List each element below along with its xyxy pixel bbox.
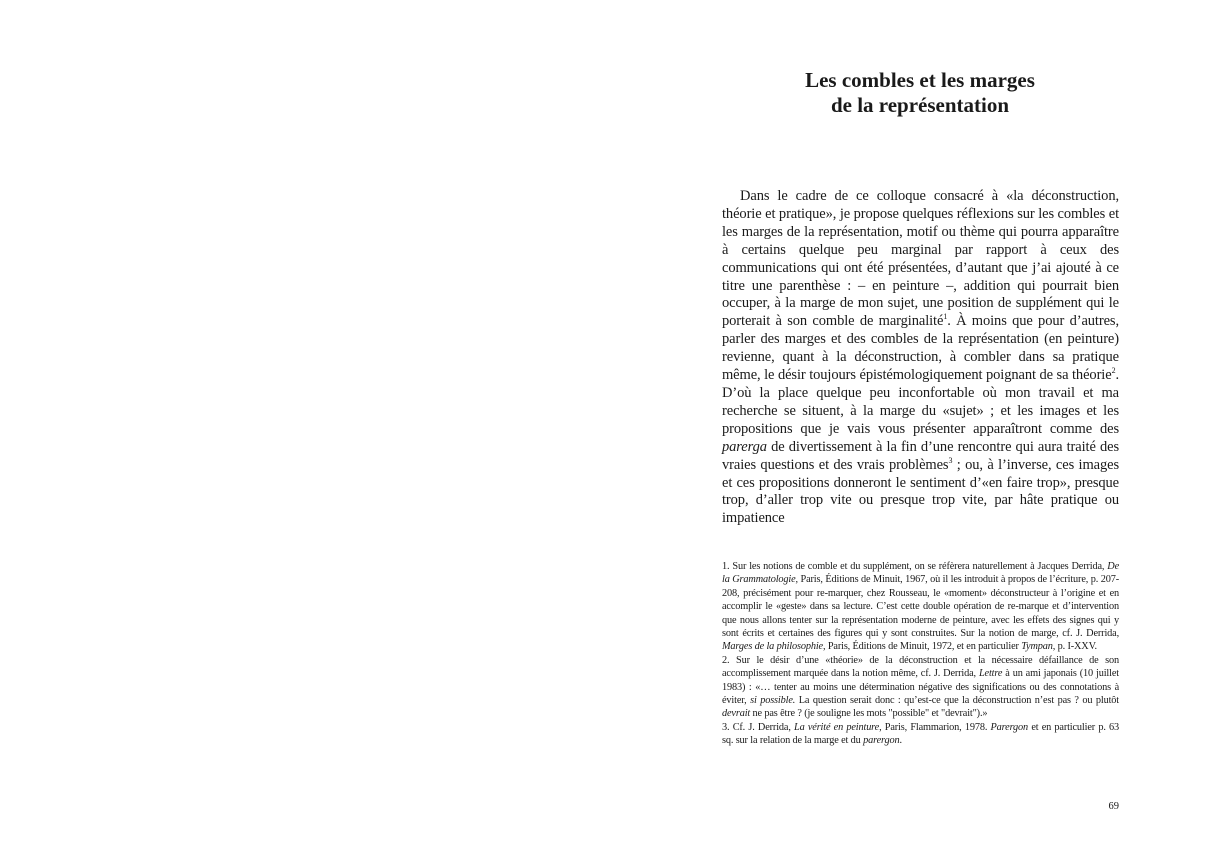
footnote-italic: Lettre: [978, 668, 1003, 680]
footnote-ref-1: 1: [943, 312, 948, 322]
body-text-segment: . D’où la place quelque peu inconfortable où mon travail et ma recherche se situent, à la marge du «sujet» ; et les images et les propositions que je vais vous présenter apparaîtront comme des: [722, 367, 1119, 437]
footnote-text: 3. Cf. J. Derrida,: [722, 721, 795, 733]
footnote-ref-2: 2: [1111, 366, 1116, 376]
footnote-italic: Tympan,: [1021, 641, 1056, 653]
footnote-italic: Marges de la philosophie,: [722, 641, 826, 653]
footnote-text: Paris, Éditions de Minuit, 1972, et en particulier: [825, 641, 1022, 653]
body-paragraph: [722, 188, 1119, 528]
footnote-3: [722, 721, 1119, 748]
chapter-title-line-2: de la représentation: [830, 93, 1010, 117]
footnote-text: La question serait donc : qu’est-ce que la déconstruction n’est pas ? ou plutôt: [795, 695, 1120, 707]
footnote-1: [722, 560, 1119, 654]
chapter-title-line-1: Les combles et les marges: [805, 68, 1035, 92]
footnote-ref-3: 3: [948, 455, 953, 465]
footnote-italic: De la Grammatologie,: [722, 561, 1119, 586]
footnote-italic: La vérité en peinture,: [794, 721, 882, 733]
footnote-text: 1. Sur les notions de comble et du supplément, on se réfèrera naturellement à Jacques Derrida,: [722, 561, 1108, 572]
page-number: 69: [1108, 801, 1119, 812]
footnote-italic: Parergon: [990, 721, 1029, 733]
footnote-text: Paris, Flammarion, 1978.: [881, 721, 991, 733]
footnotes: [722, 560, 1119, 748]
footnote-text: et en particulier p. 63 sq. sur la relation de la marge et du: [722, 721, 1120, 747]
footnote-text: p. I-XXV.: [1055, 641, 1097, 653]
body-text-segment: de divertissement à la fin d’une rencontre qui aura traité des vraies questions et des vrais problèmes: [722, 438, 1119, 473]
footnote-italic: parergon: [863, 735, 900, 747]
footnote-2: [722, 654, 1119, 721]
footnote-italic: si possible.: [750, 695, 796, 707]
footnote-text: ne pas être ? (je souligne les mots "possible" et "devrait").»: [750, 708, 988, 720]
body-text-segment: ; ou, à l’inverse, ces images et ces propositions donneront le sentiment d’«en faire trop», presque trop, d’aller trop vite ou presque trop vite, par hâte pratique ou impatience: [722, 456, 1119, 527]
chapter-title: [720, 68, 1120, 118]
footnote-text: à un ami japonais (10 juillet 1983) : «… tenter au moins une détermination négative des significations ou des connotations à éviter,: [722, 668, 1119, 707]
body-text-segment: . À moins que pour d’autres, parler des marges et des combles de la représentation (en peinture) revienne, quant à la déconstruction, à combler dans sa pratique même, le désir toujours épistémologiquement poignant de sa théorie: [722, 313, 1119, 384]
body-text-segment: Dans le cadre de ce colloque consacré à «la déconstruction, théorie et pratique», je propose quelques réflexions sur les combles et les marges de la représentation, motif ou thème qui pourra apparaître à certains quelque peu marginal par rapport à ceux des communications qui ont été présentées, d’autant que j’ai ajouté à ce titre une parenthèse : – en peinture –, addition qui pourrait bien occuper, à la marge de mon sujet, une position de supplément qui le porterait à son comble de marginalité: [722, 188, 1119, 330]
footnote-text: Paris, Éditions de Minuit, 1967, où il les introduit à propos de l’écriture, p. 207-208, précisément pour re-marquer, chez Rousseau, le «moment» déconstructeur à l’origine et en accomplir le «geste» dans sa lecture. C’est cette double opération de re-marque et d’intervention que nous allons tenter sur la représentation moderne de peinture, avec les effets des signes qui y sont écrits et certaines des figures qui y sont construites. Sur la notion de marge, cf. J. Derrida,: [722, 574, 1119, 640]
body-italic-term: parerga: [722, 438, 767, 455]
footnote-text: .: [899, 735, 902, 747]
footnote-text: 2. Sur le désir d’une «théorie» de la déconstruction et la nécessaire défaillance de son accomplissement marquée dans la notion même, cf. J. Derrida,: [722, 654, 1119, 680]
footnote-italic: devrait: [722, 708, 751, 720]
